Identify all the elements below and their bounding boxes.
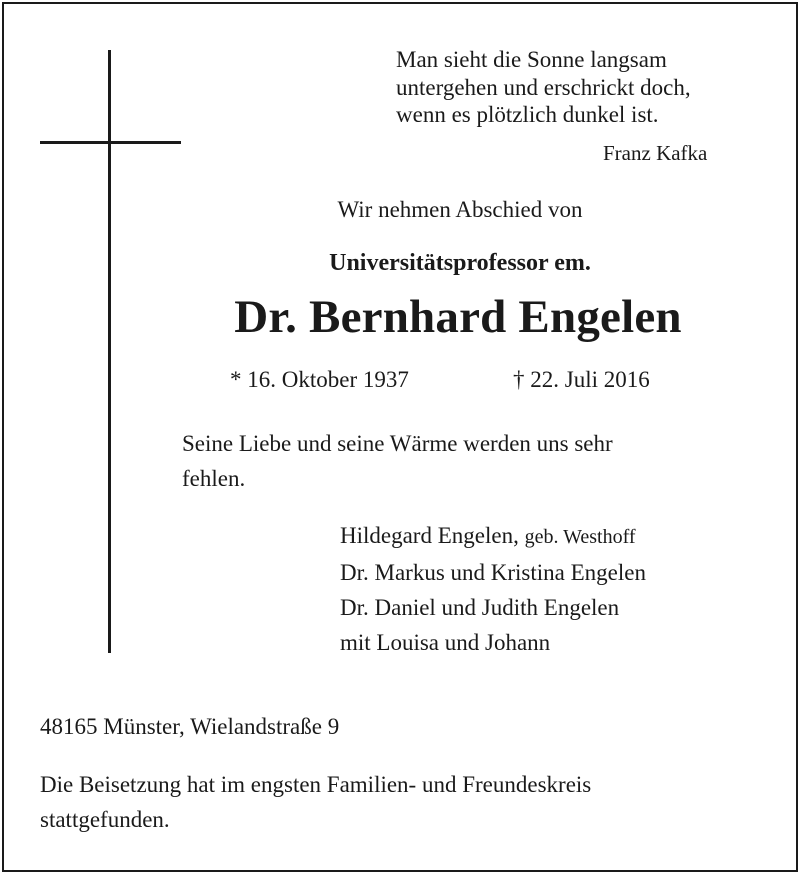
- academic-title: Universitätsprofessor em.: [329, 250, 591, 276]
- family-address: 48165 Münster, Wielandstraße 9: [40, 714, 340, 739]
- mourner-line: Dr. Daniel und Judith Engelen: [340, 595, 620, 620]
- quote-author: Franz Kafka: [603, 141, 708, 165]
- spouse-name: Hildegard Engelen,: [340, 523, 519, 548]
- deceased-name: Dr. Bernhard Engelen: [234, 291, 682, 343]
- quote-line: Man sieht die Sonne langsam: [396, 47, 667, 72]
- mourner-spouse: [340, 518, 646, 555]
- kafka-quote: [396, 46, 708, 165]
- mourner-line: mit Louisa und Johann: [340, 630, 551, 655]
- quote-line: untergehen und erschrickt doch,: [396, 74, 691, 100]
- memorial-message: [182, 426, 782, 496]
- quote-line: wenn es plötzlich dunkel ist.: [396, 102, 659, 127]
- spouse-maiden-name: geb. Westhoff: [524, 526, 636, 548]
- burial-line: Die Beisetzung hat im engsten Familien- und Freundeskreis: [40, 772, 592, 797]
- mourner-line: Dr. Markus und Kristina Engelen: [340, 560, 646, 585]
- burial-notice: [40, 767, 770, 837]
- cross-horizontal-bar: [40, 141, 181, 144]
- message-line: fehlen.: [182, 466, 246, 491]
- message-line: Seine Liebe und seine Wärme werden uns sehr: [182, 431, 613, 456]
- death-date: † 22. Juli 2016: [513, 367, 650, 392]
- burial-line: stattgefunden.: [40, 807, 170, 832]
- mourners-list: [340, 518, 646, 660]
- birth-date: * 16. Oktober 1937: [230, 367, 409, 392]
- farewell-intro: Wir nehmen Abschied von: [337, 197, 583, 222]
